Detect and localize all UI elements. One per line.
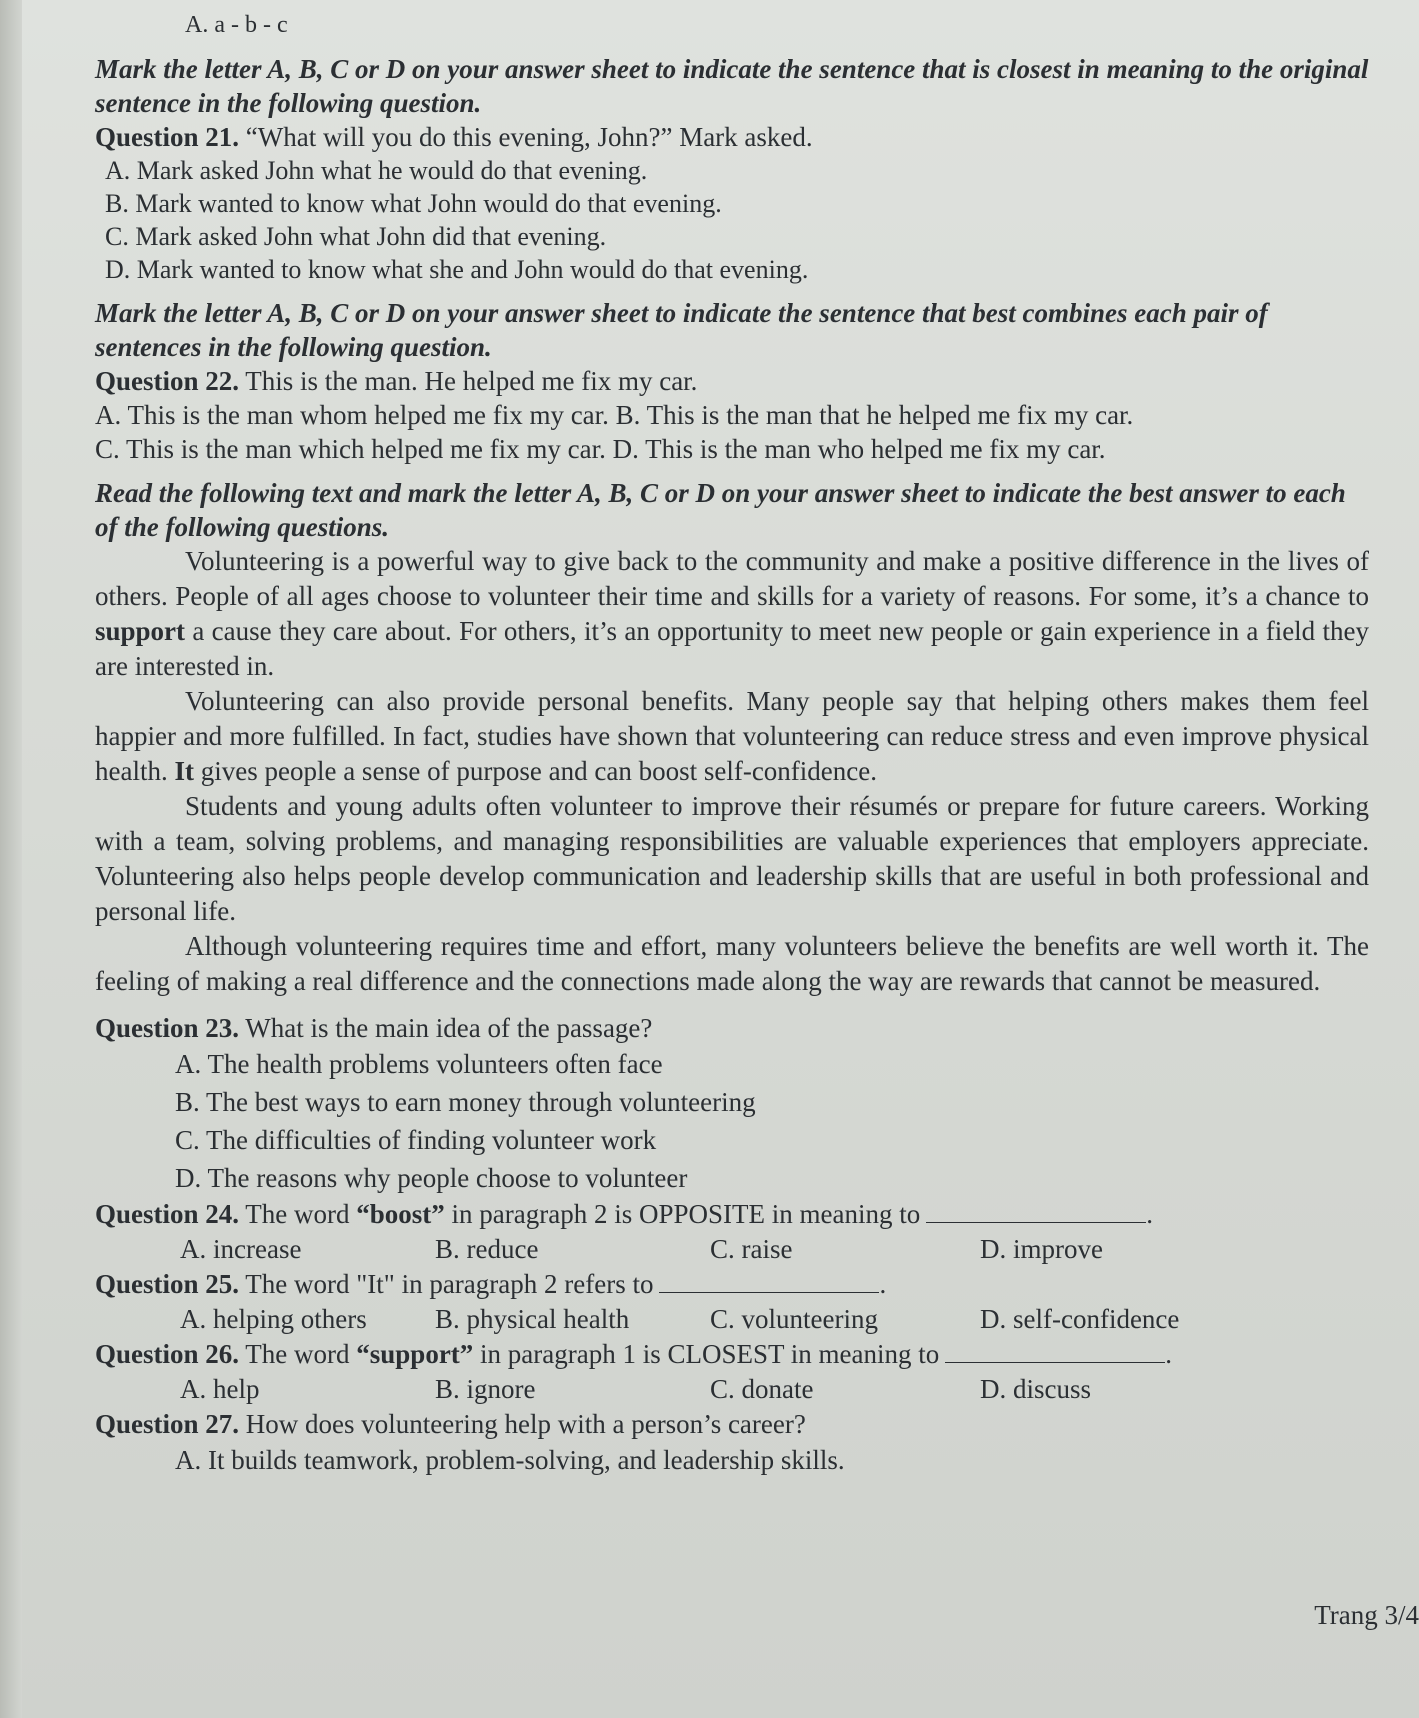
question-21-label: Question 21. (95, 122, 240, 152)
question-21-text: “What will you do this evening, John?” Mark asked. (245, 122, 813, 152)
q25-option-c: C. volunteering (710, 1304, 878, 1334)
q24-text-a: The word (245, 1199, 357, 1229)
q27-options (175, 1441, 1369, 1479)
q27-option-a: A. It builds teamwork, problem-solving, and leadership skills. (175, 1445, 845, 1475)
question-27 (95, 1407, 1369, 1441)
question-23-label: Question 23. (95, 1013, 240, 1043)
question-25: Question 25. The word "It" in paragraph 2 refers to . (95, 1269, 887, 1299)
page-edge (0, 0, 22, 1718)
question-27-label: Question 27. (95, 1409, 240, 1439)
answer-blank (926, 1200, 1146, 1223)
q26-options (180, 1371, 1369, 1407)
q26-word: “support” (356, 1339, 474, 1369)
q23-option-c: C. The difficulties of finding volunteer work (175, 1125, 657, 1155)
q24-options (180, 1231, 1369, 1267)
q26-option-a: A. help (180, 1374, 260, 1404)
question-26-label: Question 26. (95, 1339, 240, 1369)
q26-option-c: C. donate (710, 1374, 814, 1404)
answer-blank (659, 1270, 879, 1293)
q23-option-b: B. The best ways to earn money through volunteering (175, 1087, 756, 1117)
question-25-label: Question 25. (95, 1269, 240, 1299)
q26-text-b: in paragraph 1 is CLOSEST in meaning to (473, 1339, 940, 1369)
passage-paragraph-3: Students and young adults often volunteer to improve their résumés or prepare for future careers. Working with a team, solving problems, and managing responsibilities are valuable experiences that employers appreciate. Volunteering also helps people develop communication and leadership skills that are useful in both professional and personal life. (95, 791, 1369, 926)
q23-options (175, 1045, 1369, 1197)
passage-paragraph-4: Although volunteering requires time and effort, many volunteers believe the benefits are well worth it. The feeling of making a real difference and the connections made along the way are rewards that cannot be measured. (95, 931, 1369, 996)
question-24: Question 24. The word “boost” in paragraph 2 is OPPOSITE in meaning to . (95, 1199, 1153, 1229)
p2-bold-word: It (174, 756, 194, 786)
question-24-label: Question 24. (95, 1199, 240, 1229)
section-2-instruction: Mark the letter A, B, C or D on your answer sheet to indicate the sentence that best combines each pair of sentences in the following question. (95, 298, 1268, 362)
question-23-text: What is the main idea of the passage? (245, 1013, 653, 1043)
q24-word: “boost” (356, 1199, 445, 1229)
q21-option-a: A. Mark asked John what he would do that evening. (105, 156, 648, 185)
q22-options-line-1: A. This is the man whom helped me fix my car. B. This is the man that he helped me fix my car. (95, 400, 1134, 430)
q23-option-a: A. The health problems volunteers often face (175, 1049, 663, 1079)
question-26: Question 26. The word “support” in paragraph 1 is CLOSEST in meaning to . (95, 1339, 1172, 1369)
q25-text-b: in paragraph 2 refers to (394, 1269, 654, 1299)
section-1-instruction: Mark the letter A, B, C or D on your answer sheet to indicate the sentence that is closest in meaning to the original sentence in the following question. (95, 54, 1369, 118)
q25-text-a: The word (245, 1269, 357, 1299)
q25-option-d: D. self-confidence (980, 1304, 1180, 1334)
page-number: Trang 3/4 (1314, 1600, 1419, 1630)
q21-option-b: B. Mark wanted to know what John would do that evening. (105, 189, 722, 218)
p2-text-b: gives people a sense of purpose and can boost self-confidence. (193, 756, 877, 786)
question-27-text: How does volunteering help with a person’s career? (245, 1409, 806, 1439)
passage-paragraph-2 (95, 684, 1369, 789)
p1-text-a: Volunteering is a powerful way to give back to the community and make a positive difference in the lives of others. People of all ages choose to volunteer their time and skills for a variety of reasons. For some, it’s a chance to (95, 546, 1369, 611)
question-21 (95, 120, 1369, 154)
question-22 (95, 364, 1369, 398)
previous-option: A. a - b - c (185, 12, 288, 38)
q25-options (180, 1301, 1369, 1337)
q26-option-d: D. discuss (980, 1374, 1092, 1404)
question-22-text: This is the man. He helped me fix my car. (245, 366, 698, 396)
q25-option-b: B. physical health (435, 1304, 630, 1334)
question-23 (95, 1011, 1369, 1045)
q25-option-a: A. helping others (180, 1304, 367, 1334)
q24-option-b: B. reduce (435, 1234, 539, 1264)
q24-option-a: A. increase (180, 1234, 302, 1264)
q26-text-a: The word (245, 1339, 357, 1369)
answer-blank (945, 1340, 1165, 1363)
q23-option-d: D. The reasons why people choose to volunteer (175, 1163, 688, 1193)
q24-text-b: in paragraph 2 is OPPOSITE in meaning to (444, 1199, 921, 1229)
p2-text-a: Volunteering can also provide personal benefits. Many people say that helping others makes them feel happier and more fulfilled. In fact, studies have shown that volunteering can reduce stress and even improve physical health. (95, 686, 1369, 786)
q26-option-b: B. ignore (435, 1374, 536, 1404)
q25-word: "It" (356, 1269, 395, 1299)
section-3-instruction: Read the following text and mark the letter A, B, C or D on your answer sheet to indicate the best answer to each of the following questions. (95, 478, 1346, 542)
question-22-label: Question 22. (95, 366, 240, 396)
q21-option-d: D. Mark wanted to know what she and John would do that evening. (105, 255, 809, 284)
q24-option-d: D. improve (980, 1234, 1103, 1264)
p1-bold-word: support (95, 616, 186, 646)
q21-option-c: C. Mark asked John what John did that evening. (105, 222, 607, 251)
q22-options-line-2: C. This is the man which helped me fix my car. D. This is the man who helped me fix my car. (95, 434, 1106, 464)
q24-option-c: C. raise (710, 1234, 793, 1264)
p1-text-b: a cause they care about. For others, it’s an opportunity to meet new people or gain experience in a field they are interested in. (95, 616, 1369, 681)
passage-paragraph-1 (95, 544, 1369, 684)
